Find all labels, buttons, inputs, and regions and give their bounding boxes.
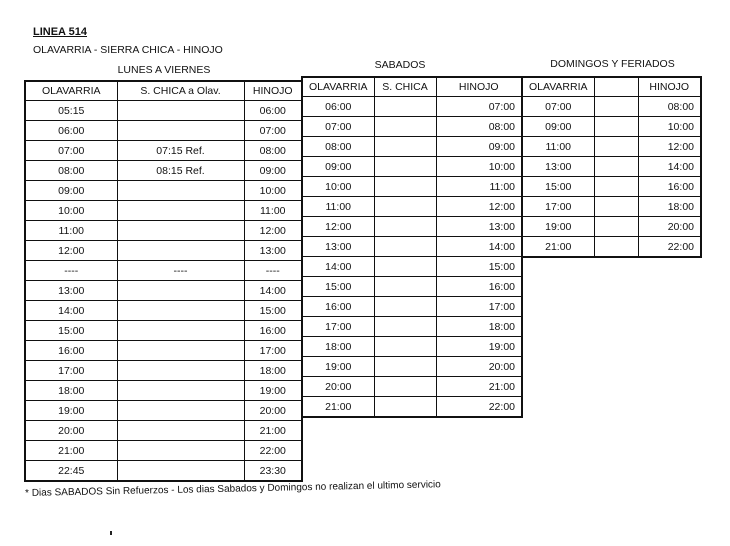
table-row <box>25 181 302 201</box>
table-row <box>25 161 302 181</box>
time-cell: 21:00 <box>302 397 374 418</box>
time-cell <box>374 257 436 277</box>
time-cell: 12:00 <box>244 221 302 241</box>
table-row <box>522 217 701 237</box>
time-cell: 17:00 <box>302 317 374 337</box>
time-cell: 08:00 <box>25 161 117 181</box>
time-cell <box>594 217 638 237</box>
table-row <box>25 261 302 281</box>
time-cell: 10:00 <box>638 117 701 137</box>
line-title: LINEA 514 <box>33 26 88 38</box>
time-cell: 10:00 <box>302 177 374 197</box>
time-cell: 16:00 <box>302 297 374 317</box>
time-cell: 13:00 <box>244 241 302 261</box>
time-cell: 07:00 <box>25 141 117 161</box>
table-row <box>25 281 302 301</box>
table-row <box>302 177 522 197</box>
time-cell: 07:00 <box>436 97 522 117</box>
table-row <box>522 157 701 177</box>
time-cell: 08:00 <box>638 97 701 117</box>
time-cell: 13:00 <box>25 281 117 301</box>
table-header-row <box>302 77 522 97</box>
time-cell: 16:00 <box>244 321 302 341</box>
table-row <box>25 141 302 161</box>
table-row <box>302 137 522 157</box>
time-cell <box>117 321 244 341</box>
time-cell <box>374 157 436 177</box>
time-cell: 18:00 <box>302 337 374 357</box>
time-cell: 16:00 <box>638 177 701 197</box>
table-row <box>25 381 302 401</box>
table-row <box>25 221 302 241</box>
time-cell: 15:00 <box>244 301 302 321</box>
table-row <box>302 117 522 137</box>
table-row <box>25 401 302 421</box>
table-row <box>522 117 701 137</box>
time-cell <box>594 97 638 117</box>
weekdays-schedule-table <box>24 80 303 482</box>
time-cell: 05:15 <box>25 101 117 121</box>
time-cell: 18:00 <box>244 361 302 381</box>
column-header: OLAVARRIA <box>522 77 594 97</box>
time-cell: 09:00 <box>244 161 302 181</box>
table-header-row <box>25 81 302 101</box>
table-row <box>302 157 522 177</box>
time-cell <box>117 421 244 441</box>
time-cell: 06:00 <box>25 121 117 141</box>
table-row <box>302 377 522 397</box>
time-cell <box>374 277 436 297</box>
time-cell <box>374 297 436 317</box>
table-row <box>302 257 522 277</box>
time-cell: 07:00 <box>302 117 374 137</box>
time-cell <box>594 117 638 137</box>
time-cell <box>117 201 244 221</box>
column-header: S. CHICA a Olav. <box>117 81 244 101</box>
time-cell: 14:00 <box>244 281 302 301</box>
time-cell <box>374 357 436 377</box>
time-cell <box>374 197 436 217</box>
time-cell: 08:00 <box>302 137 374 157</box>
scan-speck <box>110 531 112 535</box>
time-cell <box>117 241 244 261</box>
time-cell <box>374 337 436 357</box>
time-cell: 10:00 <box>244 181 302 201</box>
table-row <box>302 357 522 377</box>
table-row <box>302 197 522 217</box>
time-cell: 17:00 <box>522 197 594 217</box>
table-row <box>522 197 701 217</box>
column-header <box>594 77 638 97</box>
column-header: HINOJO <box>436 77 522 97</box>
time-cell: 22:00 <box>436 397 522 418</box>
time-cell <box>374 237 436 257</box>
time-cell: 12:00 <box>638 137 701 157</box>
time-cell: 08:00 <box>244 141 302 161</box>
table-row <box>302 277 522 297</box>
footnote: * Dias SABADOS Sin Refuerzos - Los dias Sabados y Domingos no realizan el ultimo servicio <box>25 479 441 499</box>
time-cell: 20:00 <box>244 401 302 421</box>
time-cell <box>594 137 638 157</box>
table-row <box>302 317 522 337</box>
table-row <box>302 237 522 257</box>
time-cell <box>374 117 436 137</box>
time-cell: 08:00 <box>436 117 522 137</box>
time-cell <box>117 461 244 482</box>
time-cell: 22:00 <box>638 237 701 258</box>
time-cell: 17:00 <box>436 297 522 317</box>
time-cell: 14:00 <box>436 237 522 257</box>
time-cell: 15:00 <box>25 321 117 341</box>
time-cell: 09:00 <box>302 157 374 177</box>
time-cell: 16:00 <box>25 341 117 361</box>
time-cell <box>374 97 436 117</box>
table-row <box>25 101 302 121</box>
time-cell <box>374 217 436 237</box>
table-row <box>25 321 302 341</box>
table-row <box>302 297 522 317</box>
time-cell: 09:00 <box>522 117 594 137</box>
time-cell: 19:00 <box>244 381 302 401</box>
time-cell <box>117 441 244 461</box>
time-cell <box>594 177 638 197</box>
table-row <box>302 217 522 237</box>
table-row <box>25 441 302 461</box>
time-cell: 22:00 <box>244 441 302 461</box>
time-cell: 06:00 <box>302 97 374 117</box>
time-cell: 13:00 <box>302 237 374 257</box>
time-cell: 09:00 <box>436 137 522 157</box>
table-row <box>25 201 302 221</box>
route-name: OLAVARRIA - SIERRA CHICA - HINOJO <box>33 44 223 56</box>
time-cell: 14:00 <box>638 157 701 177</box>
time-cell: 18:00 <box>25 381 117 401</box>
time-cell: 11:00 <box>436 177 522 197</box>
time-cell: ---- <box>25 261 117 281</box>
time-cell <box>117 361 244 381</box>
time-cell <box>374 137 436 157</box>
time-cell: 18:00 <box>638 197 701 217</box>
time-cell: 07:15 Ref. <box>117 141 244 161</box>
time-cell <box>117 121 244 141</box>
column-header: HINOJO <box>244 81 302 101</box>
time-cell: 09:00 <box>25 181 117 201</box>
time-cell: ---- <box>244 261 302 281</box>
sundays-holidays-schedule-table <box>521 76 702 258</box>
time-cell: 21:00 <box>522 237 594 258</box>
time-cell: 11:00 <box>522 137 594 157</box>
column-header: OLAVARRIA <box>25 81 117 101</box>
table-row <box>25 121 302 141</box>
table-header-row <box>522 77 701 97</box>
time-cell <box>117 181 244 201</box>
column-header: HINOJO <box>638 77 701 97</box>
time-cell: 10:00 <box>436 157 522 177</box>
time-cell <box>117 341 244 361</box>
time-cell: 08:15 Ref. <box>117 161 244 181</box>
time-cell: 07:00 <box>244 121 302 141</box>
time-cell: 20:00 <box>638 217 701 237</box>
time-cell: 13:00 <box>436 217 522 237</box>
time-cell: 20:00 <box>436 357 522 377</box>
table-row <box>302 337 522 357</box>
time-cell <box>117 221 244 241</box>
table-row <box>25 241 302 261</box>
time-cell: 20:00 <box>25 421 117 441</box>
table-row <box>522 177 701 197</box>
time-cell: 21:00 <box>25 441 117 461</box>
time-cell <box>117 281 244 301</box>
time-cell <box>117 301 244 321</box>
time-cell <box>374 377 436 397</box>
table-row <box>522 237 701 258</box>
time-cell: 16:00 <box>436 277 522 297</box>
time-cell <box>374 317 436 337</box>
table-row <box>25 301 302 321</box>
time-cell: 15:00 <box>436 257 522 277</box>
saturdays-schedule-table <box>301 76 523 418</box>
time-cell: 11:00 <box>302 197 374 217</box>
time-cell <box>374 177 436 197</box>
time-cell <box>594 197 638 217</box>
time-cell: 12:00 <box>25 241 117 261</box>
group-label-weekdays: LUNES A VIERNES <box>117 64 211 76</box>
time-cell: 17:00 <box>244 341 302 361</box>
table-row <box>25 361 302 381</box>
time-cell: 19:00 <box>436 337 522 357</box>
time-cell: 15:00 <box>522 177 594 197</box>
table-row <box>25 461 302 482</box>
time-cell <box>117 381 244 401</box>
column-header: S. CHICA <box>374 77 436 97</box>
table-row <box>25 341 302 361</box>
table-row <box>522 97 701 117</box>
table-row <box>302 397 522 418</box>
time-cell: 19:00 <box>302 357 374 377</box>
time-cell: 17:00 <box>25 361 117 381</box>
time-cell: 21:00 <box>436 377 522 397</box>
time-cell: 12:00 <box>436 197 522 217</box>
time-cell: 13:00 <box>522 157 594 177</box>
time-cell: 15:00 <box>302 277 374 297</box>
time-cell: 21:00 <box>244 421 302 441</box>
time-cell: 20:00 <box>302 377 374 397</box>
time-cell: 11:00 <box>244 201 302 221</box>
time-cell: 14:00 <box>302 257 374 277</box>
time-cell <box>374 397 436 418</box>
table-row <box>25 421 302 441</box>
time-cell: 12:00 <box>302 217 374 237</box>
time-cell: 10:00 <box>25 201 117 221</box>
time-cell: 19:00 <box>25 401 117 421</box>
group-label-saturdays: SABADOS <box>374 59 426 71</box>
time-cell: 11:00 <box>25 221 117 241</box>
time-cell <box>594 157 638 177</box>
time-cell <box>594 237 638 258</box>
time-cell: 06:00 <box>244 101 302 121</box>
time-cell: 14:00 <box>25 301 117 321</box>
table-row <box>302 97 522 117</box>
time-cell: ---- <box>117 261 244 281</box>
time-cell: 18:00 <box>436 317 522 337</box>
time-cell <box>117 401 244 421</box>
time-cell: 22:45 <box>25 461 117 482</box>
time-cell: 23:30 <box>244 461 302 482</box>
table-row <box>522 137 701 157</box>
time-cell <box>117 101 244 121</box>
column-header: OLAVARRIA <box>302 77 374 97</box>
group-label-sundays: DOMINGOS Y FERIADOS <box>550 58 675 70</box>
time-cell: 07:00 <box>522 97 594 117</box>
time-cell: 19:00 <box>522 217 594 237</box>
